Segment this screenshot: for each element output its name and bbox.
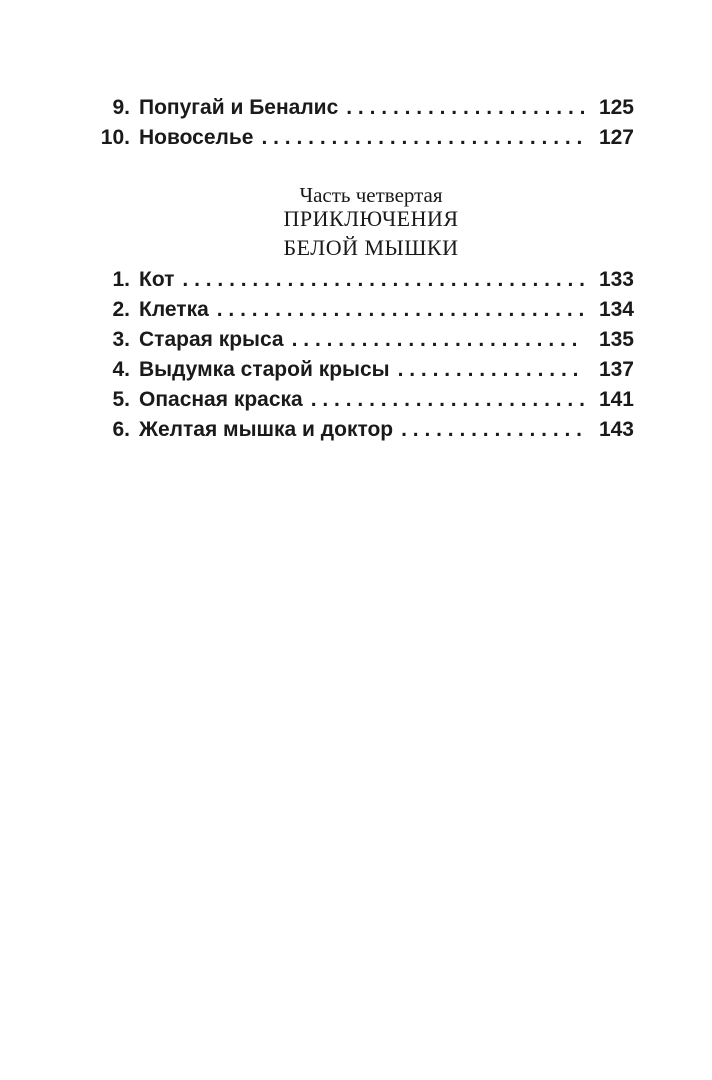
dot-leader (398, 355, 584, 385)
entry-page-number: 127 (598, 126, 634, 149)
entry-title: Желтая мышка и доктор (139, 418, 394, 441)
entry-page-number: 137 (598, 358, 634, 381)
toc-entry[interactable] (108, 93, 634, 123)
entry-page-number: 135 (598, 328, 634, 351)
entry-number: 10. (100, 126, 130, 149)
table-of-contents (100, 93, 634, 445)
entry-page-number: 134 (598, 298, 634, 321)
entry-title: Кот (139, 268, 175, 291)
toc-entry[interactable] (108, 355, 634, 385)
dot-leader (401, 415, 584, 445)
entry-title: Клетка (139, 298, 209, 321)
entry-title: Старая крыса (139, 328, 284, 351)
entry-title: Новоселье (139, 126, 254, 149)
entry-number: 9. (112, 96, 130, 119)
entry-title: Попугай и Беналис (139, 96, 339, 119)
toc-entry[interactable] (108, 265, 634, 295)
dot-leader (182, 265, 584, 295)
dot-leader (217, 295, 584, 325)
entry-page-number: 133 (598, 268, 634, 291)
toc-entry[interactable] (108, 325, 634, 355)
entry-number: 6. (112, 418, 130, 441)
toc-entry[interactable] (108, 385, 634, 415)
dot-leader (311, 385, 584, 415)
entry-number: 2. (112, 298, 130, 321)
entry-title: Опасная краска (139, 388, 303, 411)
entry-number: 4. (112, 358, 130, 381)
entry-page-number: 143 (598, 418, 634, 441)
entry-number: 5. (112, 388, 130, 411)
toc-entry[interactable] (100, 123, 634, 153)
entry-page-number: 141 (598, 388, 634, 411)
toc-entry[interactable] (108, 415, 634, 445)
toc-entry[interactable] (108, 295, 634, 325)
part-title-line-2: БЕЛОЙ МЫШКИ (283, 235, 459, 260)
dot-leader (292, 325, 584, 355)
part-title-line-1: ПРИКЛЮЧЕНИЯ (283, 206, 459, 231)
dot-leader (261, 123, 584, 153)
entry-number: 1. (112, 268, 130, 291)
entry-title: Выдумка старой крысы (139, 358, 390, 381)
entry-number: 3. (112, 328, 130, 351)
entry-page-number: 125 (598, 96, 634, 119)
part-heading: Часть четвертая (299, 183, 443, 207)
dot-leader (346, 93, 584, 123)
